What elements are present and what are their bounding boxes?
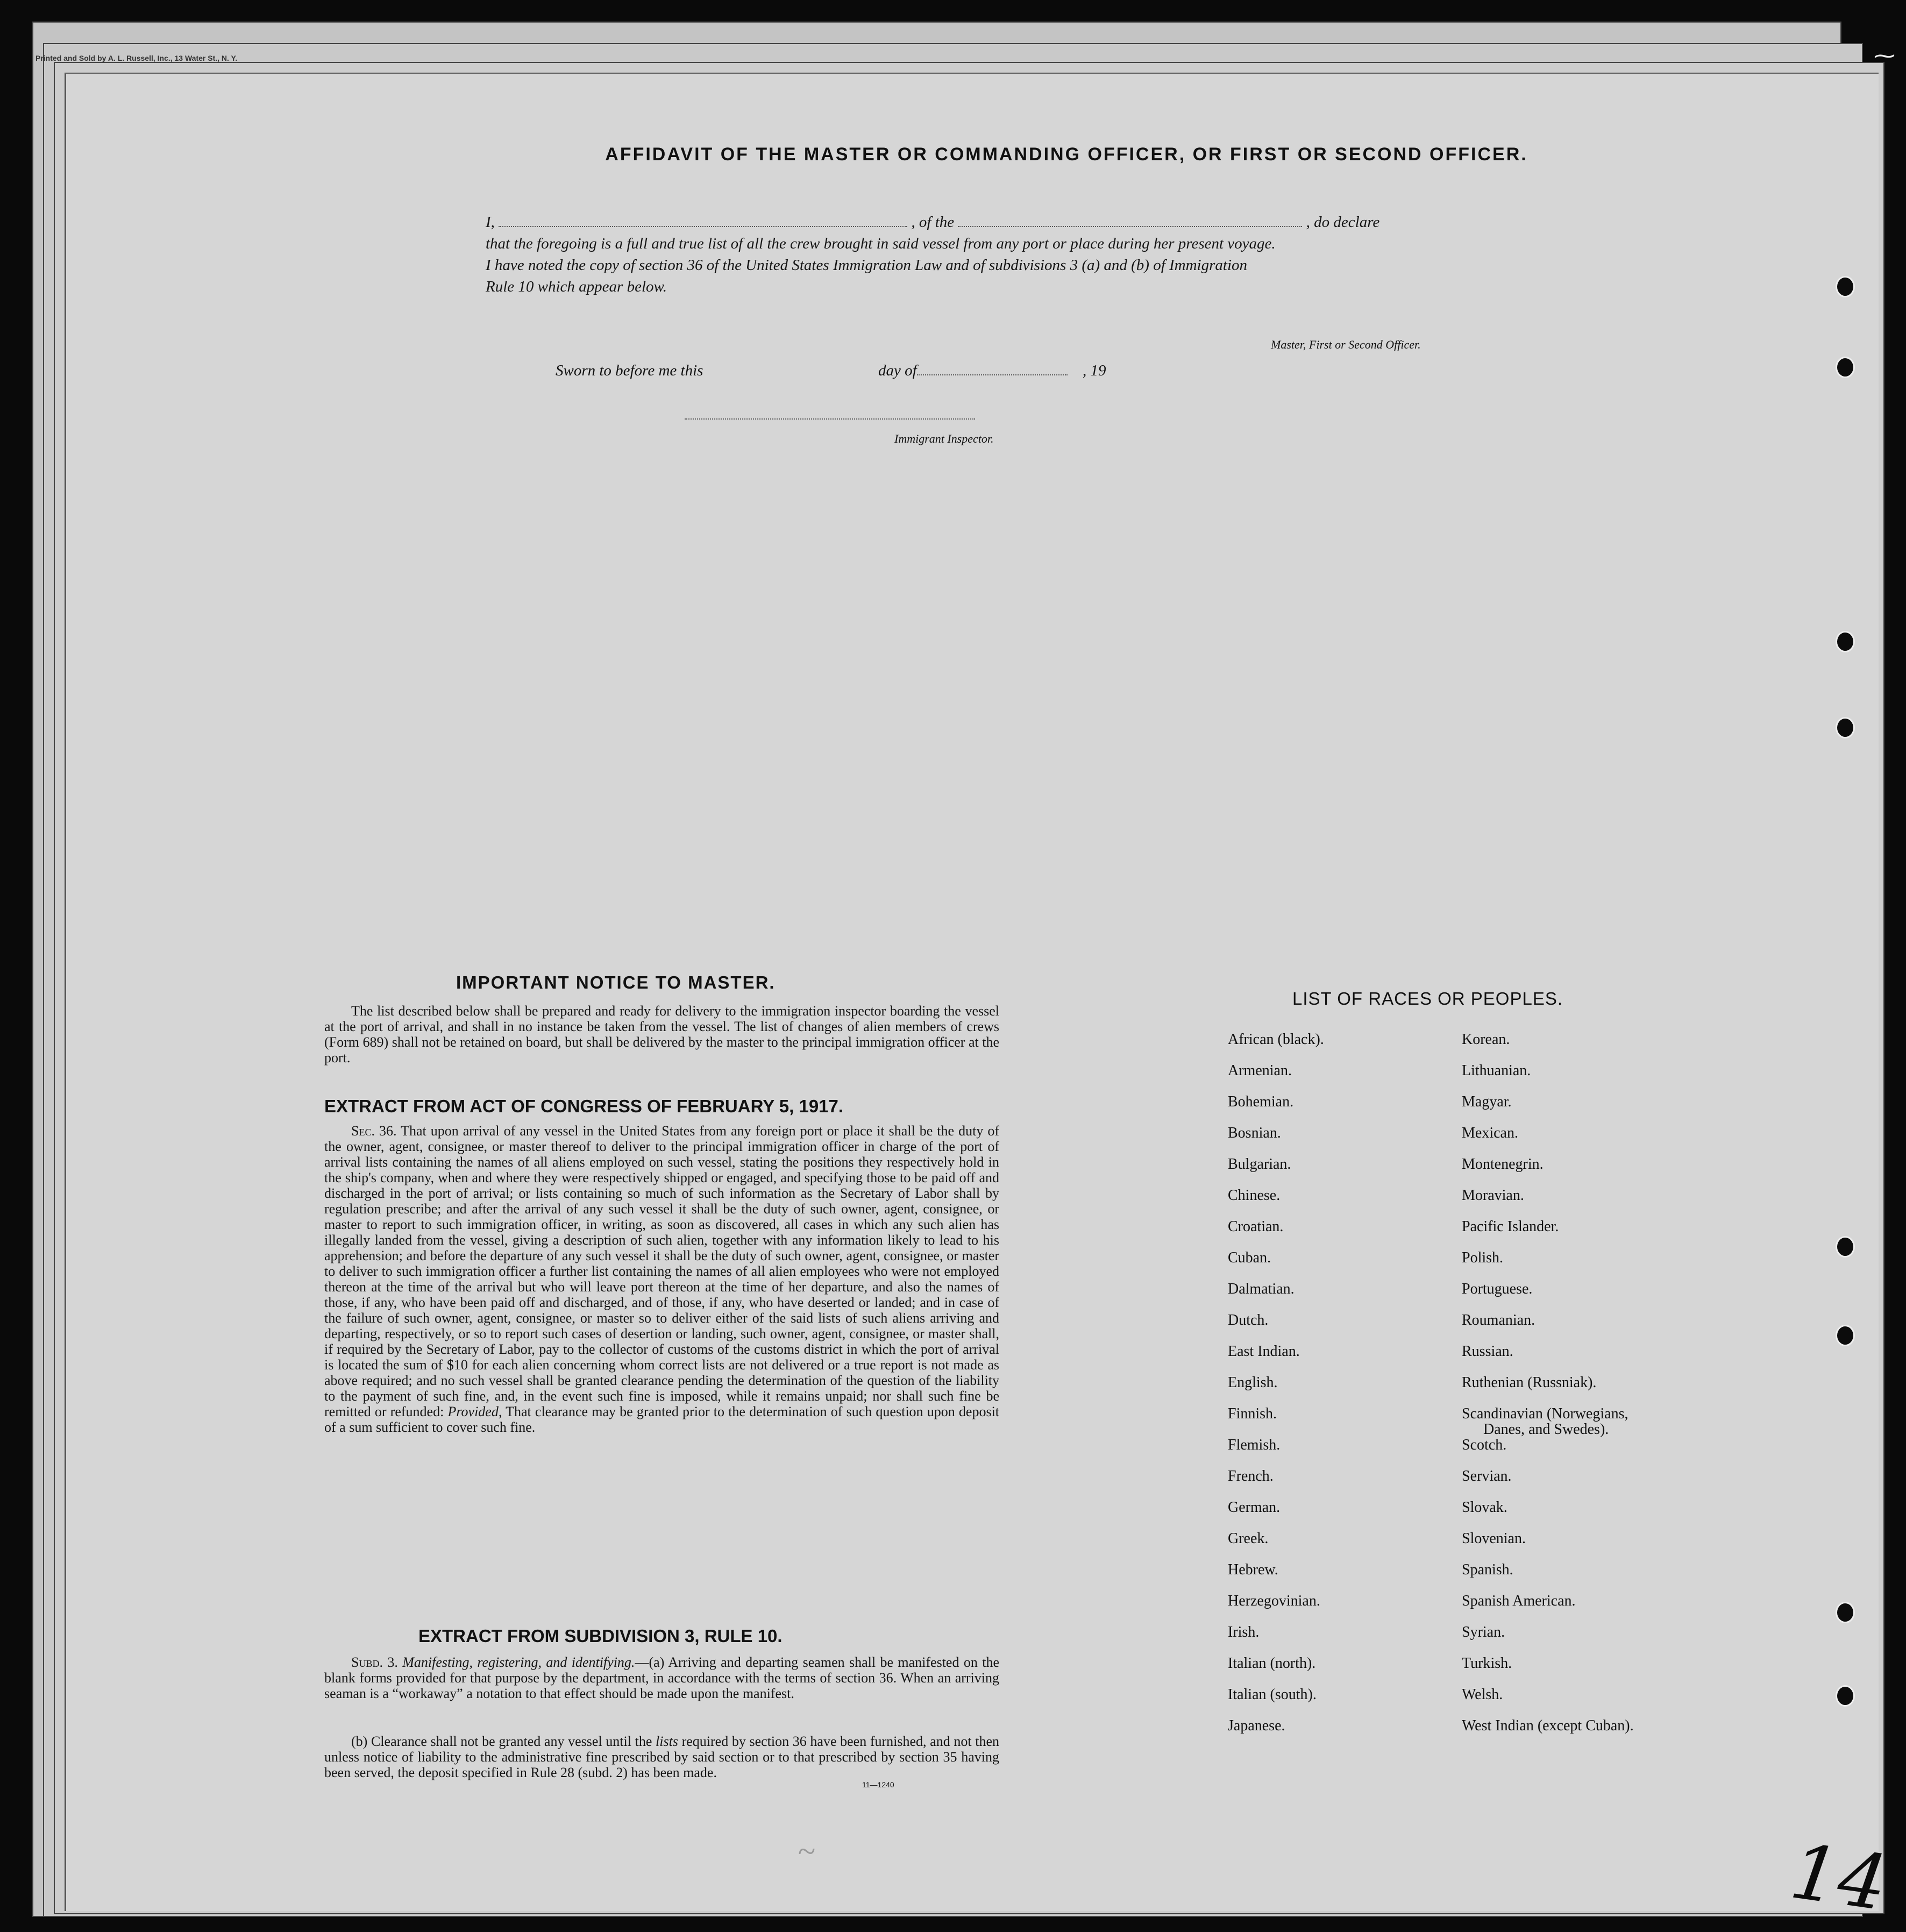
vessel-name-blank	[958, 226, 1302, 227]
manifest-page	[65, 73, 1879, 1911]
race-item-multiline	[1462, 1406, 1634, 1437]
race-item: Montenegrin.	[1462, 1156, 1544, 1173]
subd-a-body: Arriving and departing seamen shall be manifested on the blank forms provided for that purpose by the department, in accordance with the terms of section 36. When an arriving seaman is a “workaway” a notation to that effect should be made upon the manifest.	[324, 1654, 999, 1701]
sworn-label: Sworn to before me this	[556, 362, 703, 379]
race-item: Irish.	[1228, 1624, 1260, 1640]
binder-hole	[1836, 717, 1855, 738]
affidavit-line: Rule 10 which appear below.	[486, 278, 667, 295]
race-item-line: Danes, and Swedes).	[1483, 1421, 1609, 1438]
subdivision-3b-text	[324, 1734, 999, 1780]
section-36-body-end: That clearance may be granted prior to the determination of such question upon deposit of a sum sufficient to cover such fine.	[324, 1404, 1000, 1435]
affidavit-line: I have noted the copy of section 36 of the United States Immigration Law and of subdivisions 3 (a) and (b) of Immigration	[486, 257, 1248, 274]
binder-hole	[1836, 357, 1855, 378]
rule-extract-title: EXTRACT FROM SUBDIVISION 3, RULE 10.	[418, 1626, 783, 1646]
race-item: English.	[1228, 1374, 1278, 1391]
race-item: Syrian.	[1462, 1624, 1505, 1640]
day-of-label: day of	[878, 362, 1068, 380]
affidavit-title: AFFIDAVIT OF THE MASTER OR COMMANDING OFFICER, OR FIRST OR SECOND OFFICER.	[605, 144, 1528, 165]
subdivision-3a-text: Subd. 3. Manifesting, registering, and identifying.—(a) Arriving and departing seamen shall be manifested on the blank forms provided for that purpose by the department, in accordance with the terms of section 36. When an arriving seaman is a “workaway” a notation to that effect should be made upon the manifest.	[324, 1654, 999, 1701]
race-item: Korean.	[1462, 1031, 1510, 1048]
race-item: Croatian.	[1228, 1218, 1284, 1235]
section-36-text	[324, 1123, 999, 1435]
race-item: Pacific Islander.	[1462, 1218, 1559, 1235]
inspector-caption: Immigrant Inspector.	[894, 432, 994, 445]
affidavit-of-the-label: , of the	[911, 214, 955, 231]
race-item: Italian (north).	[1228, 1655, 1316, 1672]
race-item: Lithuanian.	[1462, 1062, 1531, 1079]
subd-b-body-1: Clearance shall not be granted any vessel until the	[371, 1734, 652, 1749]
race-item-line: Scandinavian (Norwegians,	[1462, 1405, 1628, 1422]
sec-label: Sec. 36.	[351, 1123, 397, 1139]
sworn-line	[556, 362, 1106, 380]
race-item: Scotch.	[1462, 1437, 1507, 1453]
race-item: Cuban.	[1228, 1249, 1271, 1266]
race-item: Magyar.	[1462, 1093, 1512, 1110]
race-item: Bosnian.	[1228, 1125, 1281, 1141]
race-item: Servian.	[1462, 1468, 1512, 1484]
form-number: 11—1240	[862, 1780, 894, 1789]
race-item: Japanese.	[1228, 1717, 1285, 1734]
binder-hole	[1836, 631, 1855, 652]
race-item: Finnish.	[1228, 1405, 1277, 1422]
corner-mark: ⁓	[1874, 44, 1895, 68]
race-item: Moravian.	[1462, 1187, 1524, 1204]
notice-title: IMPORTANT NOTICE TO MASTER.	[456, 972, 776, 992]
subd-label: Subd. 3.	[351, 1654, 398, 1670]
race-item: Bohemian.	[1228, 1093, 1294, 1110]
inspector-signature-line	[685, 418, 975, 420]
race-item: Portuguese.	[1462, 1281, 1533, 1297]
race-item: Dutch.	[1228, 1312, 1269, 1329]
race-item: Russian.	[1462, 1343, 1513, 1360]
notice-body: The list described below shall be prepared and ready for delivery to the immigration inspector boarding the vessel at the port of arrival, and shall in no instance be taken from the vessel. The list of changes of alien members of crews (Form 689) shall not be retained on board, but shall be delivered by the master to the principal immigration officer at the port.	[324, 1003, 999, 1066]
race-item: Bulgarian.	[1228, 1156, 1291, 1173]
act-extract-title: EXTRACT FROM ACT OF CONGRESS OF FEBRUARY 5, 1917.	[324, 1096, 844, 1116]
affidavit-body	[486, 211, 1583, 297]
binder-hole	[1836, 1236, 1855, 1258]
binder-hole	[1836, 1685, 1855, 1707]
race-item: Dalmatian.	[1228, 1281, 1295, 1297]
binder-hole	[1836, 1325, 1855, 1346]
page-number: 14	[1785, 1828, 1893, 1928]
race-item: East Indian.	[1228, 1343, 1300, 1360]
races-column-2	[1462, 1032, 1634, 1749]
printer-imprint: Printed and Sold by A. L. Russell, Inc., 13 Water St., N. Y.	[35, 54, 238, 62]
year-label: , 19	[1083, 362, 1106, 379]
subd-heading: Manifesting, registering, and identifying.	[402, 1654, 635, 1670]
race-item: Flemish.	[1228, 1437, 1281, 1453]
pencil-scrawl: ~	[798, 1834, 815, 1869]
provided-label: Provided,	[447, 1404, 502, 1419]
binder-hole	[1836, 276, 1855, 297]
race-item: Greek.	[1228, 1530, 1269, 1547]
race-item: German.	[1228, 1499, 1281, 1516]
race-item: Slovenian.	[1462, 1530, 1526, 1547]
races-column-1	[1228, 1032, 1324, 1749]
race-item: Mexican.	[1462, 1125, 1518, 1141]
race-item: Armenian.	[1228, 1062, 1292, 1079]
race-item: Hebrew.	[1228, 1561, 1278, 1578]
races-title: LIST OF RACES OR PEOPLES.	[1292, 989, 1563, 1008]
race-item: Ruthenian (Russniak).	[1462, 1374, 1597, 1391]
binder-hole	[1836, 1602, 1855, 1623]
affidavit-declare-label: , do declare	[1306, 214, 1380, 231]
race-item: Spanish American.	[1462, 1593, 1576, 1609]
officer-name-blank	[499, 226, 907, 227]
race-item: Welsh.	[1462, 1686, 1503, 1703]
race-item: Spanish.	[1462, 1561, 1513, 1578]
race-item: Polish.	[1462, 1249, 1504, 1266]
section-36-body: That upon arrival of any vessel in the United States from any foreign port or place it shall be the duty of the owner, agent, consignee, or master thereof to deliver to the principal immigration officer in charge of the port of arrival lists containing the names of all aliens employed on such vessel, stating the positions they respectively hold in the ship's company, when and where they were respectively shipped or engaged, and specifying those to be paid off and discharged in the port of arrival; or lists containing so much of such information as the Secretary of Labor shall by regulation prescribe; and after the arrival of any such vessel it shall be the duty of such owner, agent, consignee, or master to report to such immigration officer, in writing, as soon as discovered, all cases in which any such alien has illegally landed from the vessel, giving a description of such alien, together with any information likely to lead to his apprehension; and before the departure of any such vessel it shall be the duty of such owner, agent, consignee, or master to deliver to such immigration officer a further list containing the names of all alien employees who were not employed thereon at the time of the arrival but who will leave port thereon at the time of her departure, and also the names of those, if any, who have been paid off and discharged, and of those, if any, who have deserted or landed; and in case of the failure of such owner, agent, consignee, or master so to deliver either of the said lists of such aliens arriving and departing, respectively, or so to report such cases of desertion or landing, such owner, agent, consignee, or master shall, if required by the Secretary of Labor, pay to the collector of customs of the customs district in which the port of arrival is located the sum of $10 for each alien concerning whom correct lists are not delivered or a true report is not made as above required; and no such vessel shall be granted clearance pending the determination of the question of the liability to the payment of such fine, and, in the event such fine is imposed, while it remains unpaid; nor shall such fine be remitted or refunded:	[324, 1123, 999, 1419]
race-item: Roumanian.	[1462, 1312, 1535, 1329]
race-item: Slovak.	[1462, 1499, 1507, 1516]
race-item: Turkish.	[1462, 1655, 1512, 1672]
subd-b-label: (b)	[351, 1734, 368, 1749]
signature-caption: Master, First or Second Officer.	[1271, 338, 1421, 351]
race-item: Italian (south).	[1228, 1686, 1317, 1703]
race-item: French.	[1228, 1468, 1274, 1484]
affidavit-i-label: I,	[486, 214, 495, 231]
affidavit-declaration-line	[486, 211, 1583, 233]
race-item: Chinese.	[1228, 1187, 1281, 1204]
affidavit-line: that the foregoing is a full and true list of all the crew brought in said vessel from any port or place during her present voyage.	[486, 235, 1276, 252]
subd-b-lists: lists	[656, 1734, 678, 1749]
race-item: African (black).	[1228, 1031, 1324, 1048]
race-item: Herzegovinian.	[1228, 1593, 1320, 1609]
race-item: West Indian (except Cuban).	[1462, 1717, 1634, 1734]
subd-b-body-2: required by section 36 have been furnished, and not then unless notice of liability to the administrative fine prescribed by said section or to that prescribed by section 35 having been served, the deposit specified in Rule 28 (subd. 2) has been made.	[324, 1734, 999, 1780]
subd-a-label: (a)	[649, 1654, 665, 1670]
